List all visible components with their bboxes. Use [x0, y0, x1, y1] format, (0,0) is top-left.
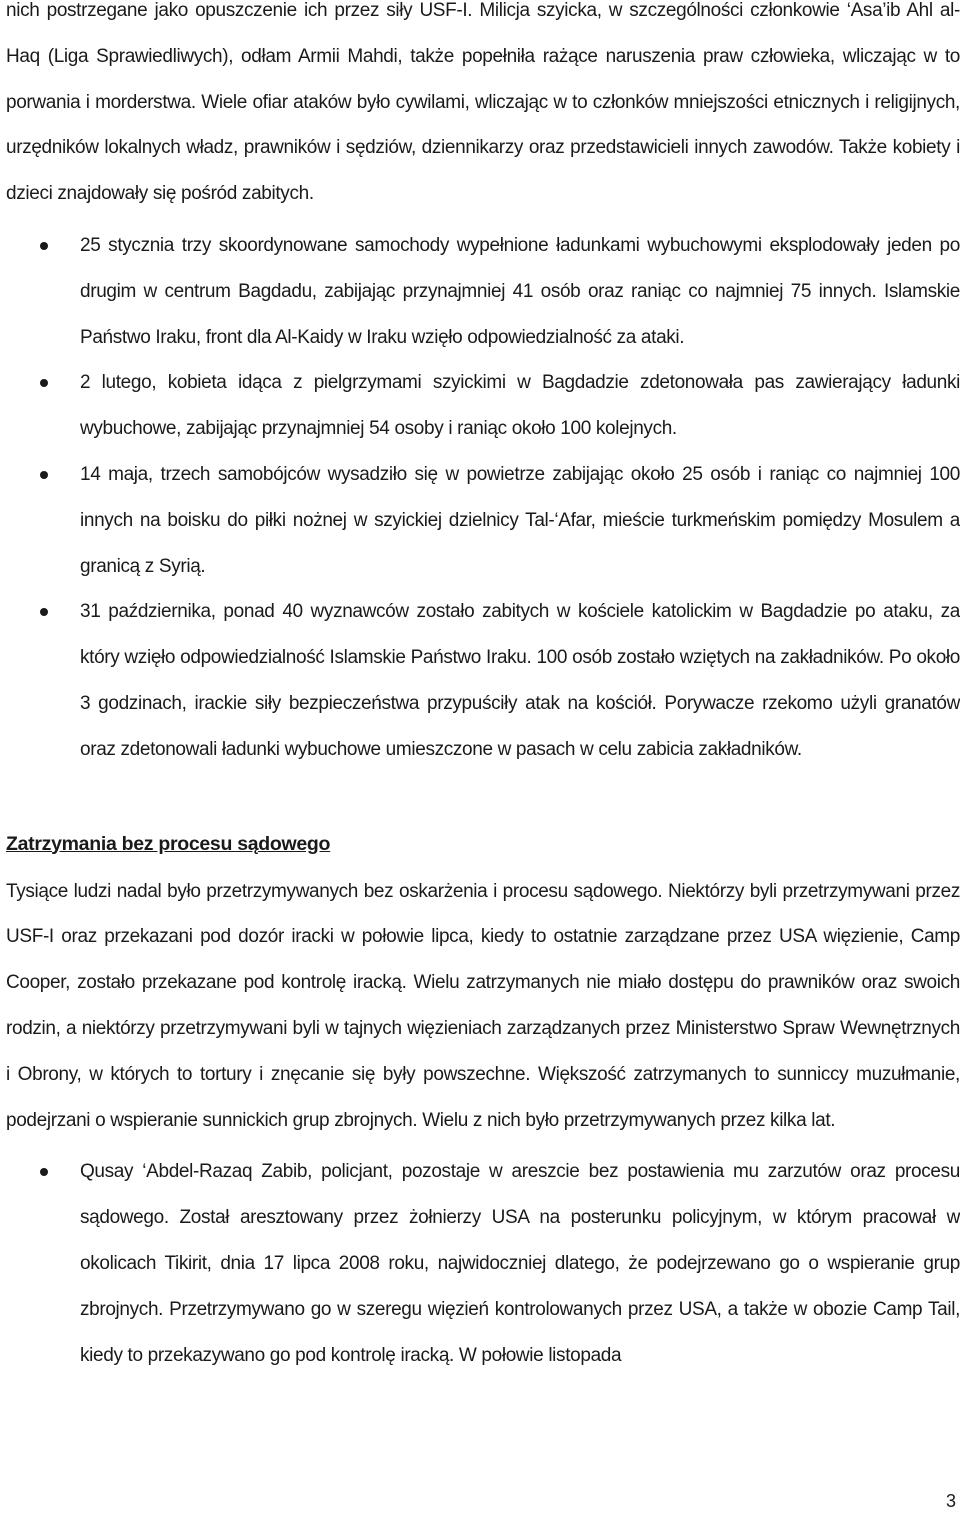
attacks-list	[6, 223, 960, 773]
section-heading: Zatrzymania bez procesu sądowego	[6, 832, 331, 855]
detention-cases-list	[6, 1149, 960, 1378]
bullet-icon	[40, 471, 48, 479]
list-item-text: 31 października, ponad 40 wyznawców zostało zabitych w kościele katolickim w Bagdadzie po ataku, za który wzięło odpowiedzialność Islamskie Państwo Iraku. 100 osób zostało wziętych na zakładników. Po około 3 godzinach, irackie siły bezpieczeństwa przypuściły atak na kościół. Porywacze rzekomo użyli granatów oraz zdetonowali ładunki wybuchowe umieszczone w pasach w celu zabicia zakładników.	[80, 601, 960, 760]
list-item	[6, 1149, 960, 1378]
page-number: 3	[945, 1491, 956, 1511]
list-item	[6, 452, 960, 589]
bullet-icon	[40, 1168, 48, 1176]
bullet-icon	[40, 379, 48, 387]
list-item	[6, 360, 960, 452]
intro-paragraph: nich postrzegane jako opuszczenie ich przez siły USF-I. Milicja szyicka, w szczególności członkowie ‘Asa’ib Ahl al-Haq (Liga Sprawiedliwych), odłam Armii Mahdi, także popełniła rażące naruszenia praw człowieka, wliczając w to porwania i morderstwa. Wiele ofiar ataków było cywilami, wliczając w to członków mniejszości etnicznych i religijnych, urzędników lokalnych władz, prawników i sędziów, dziennikarzy oraz przedstawicieli innych zawodów. Także kobiety i dzieci znajdowały się pośród zabitych.	[6, 0, 960, 205]
list-item-text: Qusay ‘Abdel-Razaq Zabib, policjant, pozostaje w areszcie bez postawienia mu zarzutów oraz procesu sądowego. Został aresztowany przez żołnierzy USA na posterunku policyjnym, w którym pracował w okolicach Tikirit, dnia 17 lipca 2008 roku, najwidoczniej dlatego, że podejrzewano go o wspieranie grup zbrojnych. Przetrzymywano go w szeregu więzień kontrolowanych przez USA, a także w obozie Camp Tail, kiedy to przekazywano go pod kontrolę iracką. W połowie listopada	[80, 1161, 960, 1366]
list-item-text: 14 maja, trzech samobójców wysadziło się w powietrze zabijając około 25 osób i raniąc co najmniej 100 innych na boisku do piłki nożnej w szyickiej dzielnicy Tal-‘Afar, mieście turkmeńskim pomiędzy Mosulem a granicą z Syrią.	[80, 463, 960, 577]
list-item	[6, 223, 960, 360]
bullet-icon	[40, 242, 48, 250]
list-item-text: 2 lutego, kobieta idąca z pielgrzymami szyickimi w Bagdadzie zdetonowała pas zawierający ładunki wybuchowe, zabijając przynajmniej 54 osoby i raniąc około 100 kolejnych.	[80, 372, 960, 440]
bullet-icon	[40, 608, 48, 616]
detention-paragraph: Tysiące ludzi nadal było przetrzymywanych bez oskarżenia i procesu sądowego. Niektórzy byli przetrzymywani przez USF-I oraz przekazani pod dozór iracki w połowie lipca, kiedy to ostatnie zarządzane przez USA więzienie, Camp Cooper, zostało przekazane pod kontrolę iracką. Wielu zatrzymanych nie miało dostępu do prawników oraz swoich rodzin, a niektórzy przetrzymywani byli w tajnych więzieniach zarządzanych przez Ministerstwo Spraw Wewnętrznych i Obrony, w których to tortury i znęcanie się były powszechne. Większość zatrzymanych to sunniccy muzułmanie, podejrzani o wspieranie sunnickich grup zbrojnych. Wielu z nich było przetrzymywanych przez kilka lat.	[6, 880, 960, 1131]
list-item-text: 25 stycznia trzy skoordynowane samochody wypełnione ładunkami wybuchowymi eksplodowały jeden po drugim w centrum Bagdadu, zabijając przynajmniej 41 osób oraz raniąc co najmniej 75 innych. Islamskie Państwo Iraku, front dla Al-Kaidy w Iraku wzięło odpowiedzialność za ataki.	[80, 234, 960, 348]
list-item	[6, 589, 960, 772]
document-page	[6, 0, 960, 1514]
